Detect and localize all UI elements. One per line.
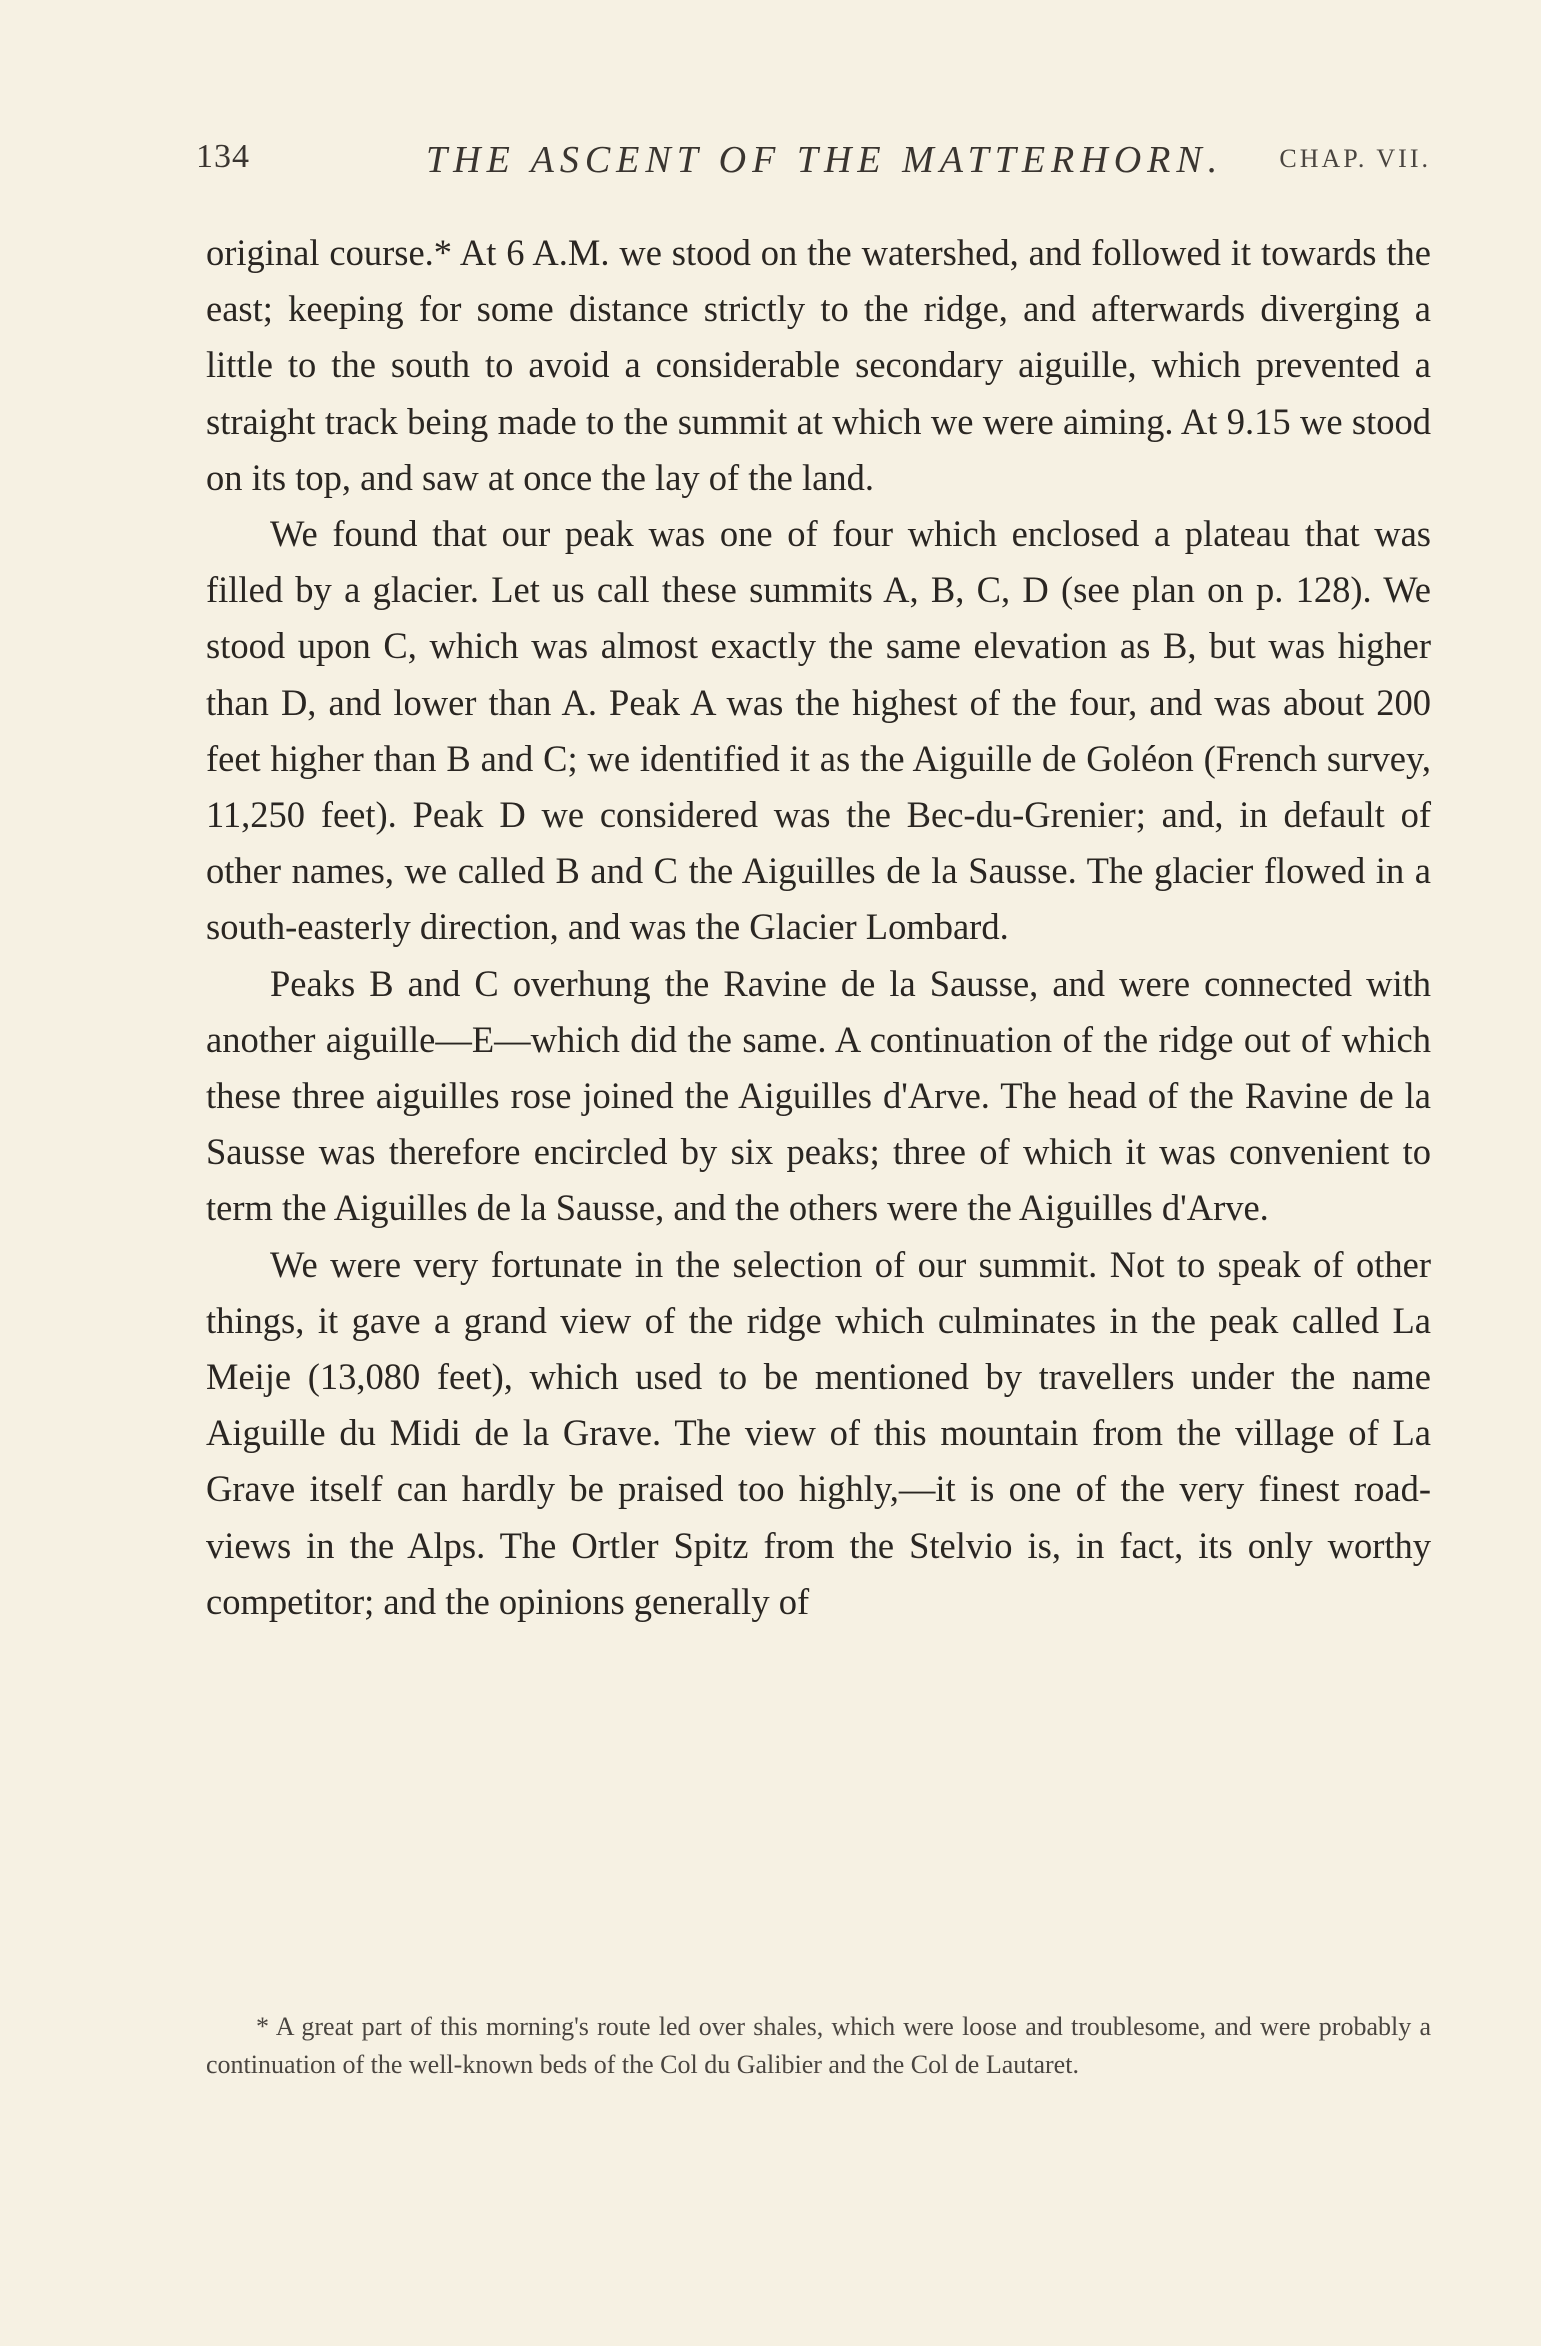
paragraph-3: Peaks B and C overhung the Ravine de la Sausse, and were connected with another aiguille—E—which did the same. A continuation of the ridge out of which these three aiguilles rose joined the Aiguilles d'Arve. The head of the Ravine de la Sausse was therefore encircled by six peaks; three of which it was convenient to term the Aiguilles de la Sausse, and the others were the Aiguilles d'Arve. bbox=[206, 962, 1431, 1229]
running-header bbox=[196, 138, 1431, 198]
paragraph-4: We were very fortunate in the selection of our summit. Not to speak of other things, it gave a grand view of the ridge which culminates in the peak called La Meije (13,080 feet), which used to be mentioned by travellers under the name Aiguille du Midi de la Grave. The view of this mountain from the village of La Grave itself can hardly be praised too highly,—it is one of the very finest road-views in the Alps. The Ortler Spitz from the Stelvio is, in fact, its only worthy competitor; and the opinions generally of bbox=[206, 1243, 1431, 1622]
chapter-label: CHAP. VII. bbox=[1279, 144, 1431, 173]
paragraph-2: We found that our peak was one of four which enclosed a plateau that was filled by a glacier. Let us call these summits A, B, C, D (see plan on p. 128). We stood upon C, which was almost exactly the same elevation as B, but was higher than D, and lower than A. Peak A was the highest of the four, and was about 200 feet higher than B and C; we identified it as the Aiguille de Goléon (French survey, 11,250 feet). Peak D we considered was the Bec-du-Grenier; and, in default of other names, we called B and C the Aiguilles de la Sausse. The glacier flowed in a south-easterly direction, and was the Glacier Lombard. bbox=[206, 513, 1431, 948]
paragraph-1: original course.* At 6 A.M. we stood on the watershed, and followed it towards the east; keeping for some distance strictly to the ridge, and afterwards diverging a little to the south to avoid a considerable secondary aiguille, which prevented a straight track being made to the summit at which we were aiming. At 9.15 we stood on its top, and saw at once the lay of the land. bbox=[206, 232, 1431, 498]
running-title: THE ASCENT OF THE MATTERHORN. bbox=[426, 139, 1224, 181]
footnote: * A great part of this morning's route led over shales, which were loose and troublesome, and were probably a continuation of the well-known beds of the Col du Galibier and the Col de Lautaret. bbox=[206, 2012, 1431, 2079]
footnotes bbox=[206, 2008, 1431, 2084]
page-number: 134 bbox=[196, 138, 250, 175]
body-text bbox=[206, 225, 1431, 1630]
